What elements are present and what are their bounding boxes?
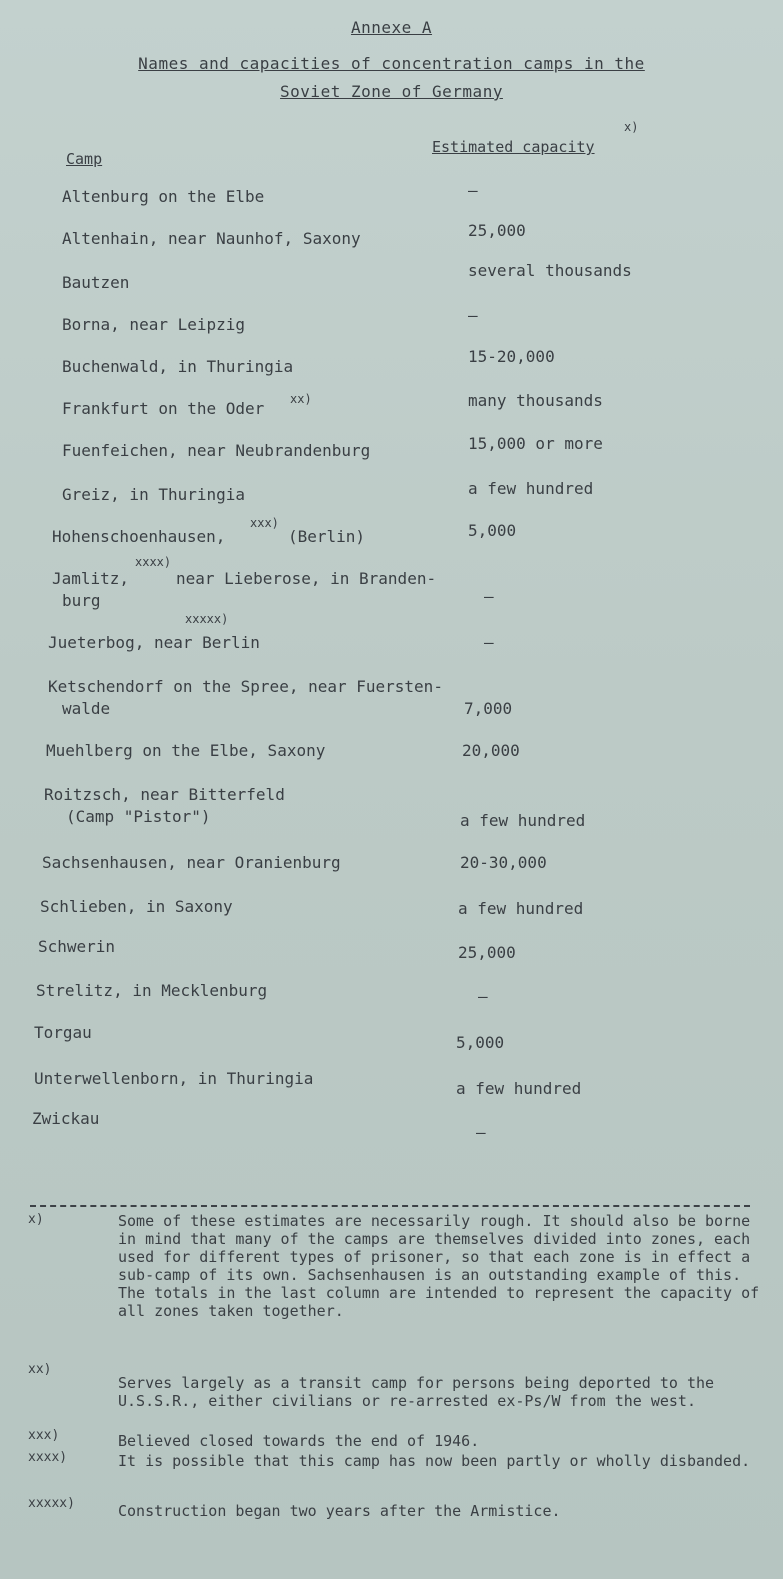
footnote-text: Some of these estimates are necessarily rough. It should also be borne in mind that many of the camps are themselves divided into zones, each used for different types of prisoner, so that each zone is in effect a sub-camp of its own. Sachsenhausen is an outstanding example of this. The totals in the last column are intended to represent the capacity of all zones taken together. <box>118 1212 760 1320</box>
footnote-mark: x) <box>28 1212 44 1227</box>
camp-name: Fuenfeichen, near Neubrandenburg <box>62 441 371 460</box>
camp-name: Greiz, in Thuringia <box>62 485 246 504</box>
footnote-mark: xxx) <box>250 516 279 530</box>
footnote-mark: xxxx) <box>28 1450 68 1465</box>
camp-name: Strelitz, in Mecklenburg <box>36 981 268 1000</box>
camp-capacity: – <box>484 587 494 606</box>
capacity-footnote-mark: x) <box>624 120 639 134</box>
camp-name: Schwerin <box>38 937 116 956</box>
camp-capacity: – <box>468 306 478 325</box>
camp-capacity: – <box>468 181 478 200</box>
camp-name: Hohenschoenhausen, <box>52 527 226 546</box>
camp-capacity: a few hundred <box>460 811 586 830</box>
camp-capacity: – <box>478 987 488 1006</box>
camp-name: Muehlberg on the Elbe, Saxony <box>46 741 326 760</box>
camp-name: Buchenwald, in Thuringia <box>62 357 294 376</box>
footnote-text: Serves largely as a transit camp for persons being deported to the U.S.S.R., either civilians or re-arrested ex-Ps/W from the west. <box>118 1374 715 1410</box>
camp-name-suffix: near Lieberose, in Branden- <box>176 569 437 588</box>
footnote-text: It is possible that this camp has now been partly or wholly disbanded. <box>118 1452 751 1470</box>
capacity-column-header: Estimated capacity <box>432 138 595 156</box>
document-subtitle: Soviet Zone of Germany <box>280 82 503 101</box>
footnote-text: Believed closed towards the end of 1946. <box>118 1432 480 1450</box>
camp-name: Frankfurt on the Oder <box>62 399 265 418</box>
footnote-separator <box>30 1205 750 1207</box>
camp-capacity: – <box>476 1123 486 1142</box>
camp-name-continuation: (Camp "Pistor") <box>66 807 211 826</box>
camp-capacity: a few hundred <box>468 479 594 498</box>
camp-name: Schlieben, in Saxony <box>40 897 233 916</box>
camp-capacity: 15-20,000 <box>468 347 555 366</box>
camp-capacity: 20-30,000 <box>460 853 547 872</box>
annexe-label: Annexe A <box>350 18 433 37</box>
camp-capacity: 5,000 <box>468 521 517 540</box>
camp-capacity: 25,000 <box>468 221 526 240</box>
footnote-mark: xx) <box>28 1362 52 1377</box>
footnote-mark: xxxx) <box>135 555 172 569</box>
camp-name: Jueterbog, near Berlin <box>48 633 260 652</box>
camp-name: Sachsenhausen, near Oranienburg <box>42 853 341 872</box>
footnote-text: Construction began two years after the Armistice. <box>118 1502 561 1520</box>
camp-capacity: 5,000 <box>456 1033 505 1052</box>
camp-capacity: 20,000 <box>462 741 520 760</box>
camp-capacity: – <box>484 633 494 652</box>
camp-capacity: many thousands <box>468 391 603 410</box>
camp-capacity: 25,000 <box>458 943 516 962</box>
camp-name: Roitzsch, near Bitterfeld <box>44 785 285 804</box>
camp-name: Zwickau <box>32 1109 100 1128</box>
footnote-mark: xxxxx) <box>185 612 229 626</box>
camp-capacity: 15,000 or more <box>468 434 603 453</box>
camp-name: Jamlitz, <box>52 569 130 588</box>
camp-capacity: a few hundred <box>458 899 584 918</box>
camp-capacity: a few hundred <box>456 1079 582 1098</box>
camp-name: Torgau <box>34 1023 92 1042</box>
footnote-mark: xx) <box>290 392 312 406</box>
camp-name-suffix: (Berlin) <box>288 527 366 546</box>
camp-name: Borna, near Leipzig <box>62 315 246 334</box>
camp-capacity: several thousands <box>468 261 632 280</box>
camp-name-continuation: walde <box>62 699 111 718</box>
camp-name: Altenhain, near Naunhof, Saxony <box>62 229 361 248</box>
camp-column-header: Camp <box>66 150 103 168</box>
camp-name: Ketschendorf on the Spree, near Fuersten- <box>48 677 443 696</box>
footnote-mark: xxx) <box>28 1428 60 1443</box>
camp-name: Bautzen <box>62 273 130 292</box>
camp-name-continuation: burg <box>62 591 101 610</box>
document-title: Names and capacities of concentration camps in the <box>138 54 645 73</box>
camp-capacity: 7,000 <box>464 699 513 718</box>
footnote-mark: xxxxx) <box>28 1496 75 1511</box>
camp-name: Unterwellenborn, in Thuringia <box>34 1069 314 1088</box>
camp-name: Altenburg on the Elbe <box>62 187 265 206</box>
